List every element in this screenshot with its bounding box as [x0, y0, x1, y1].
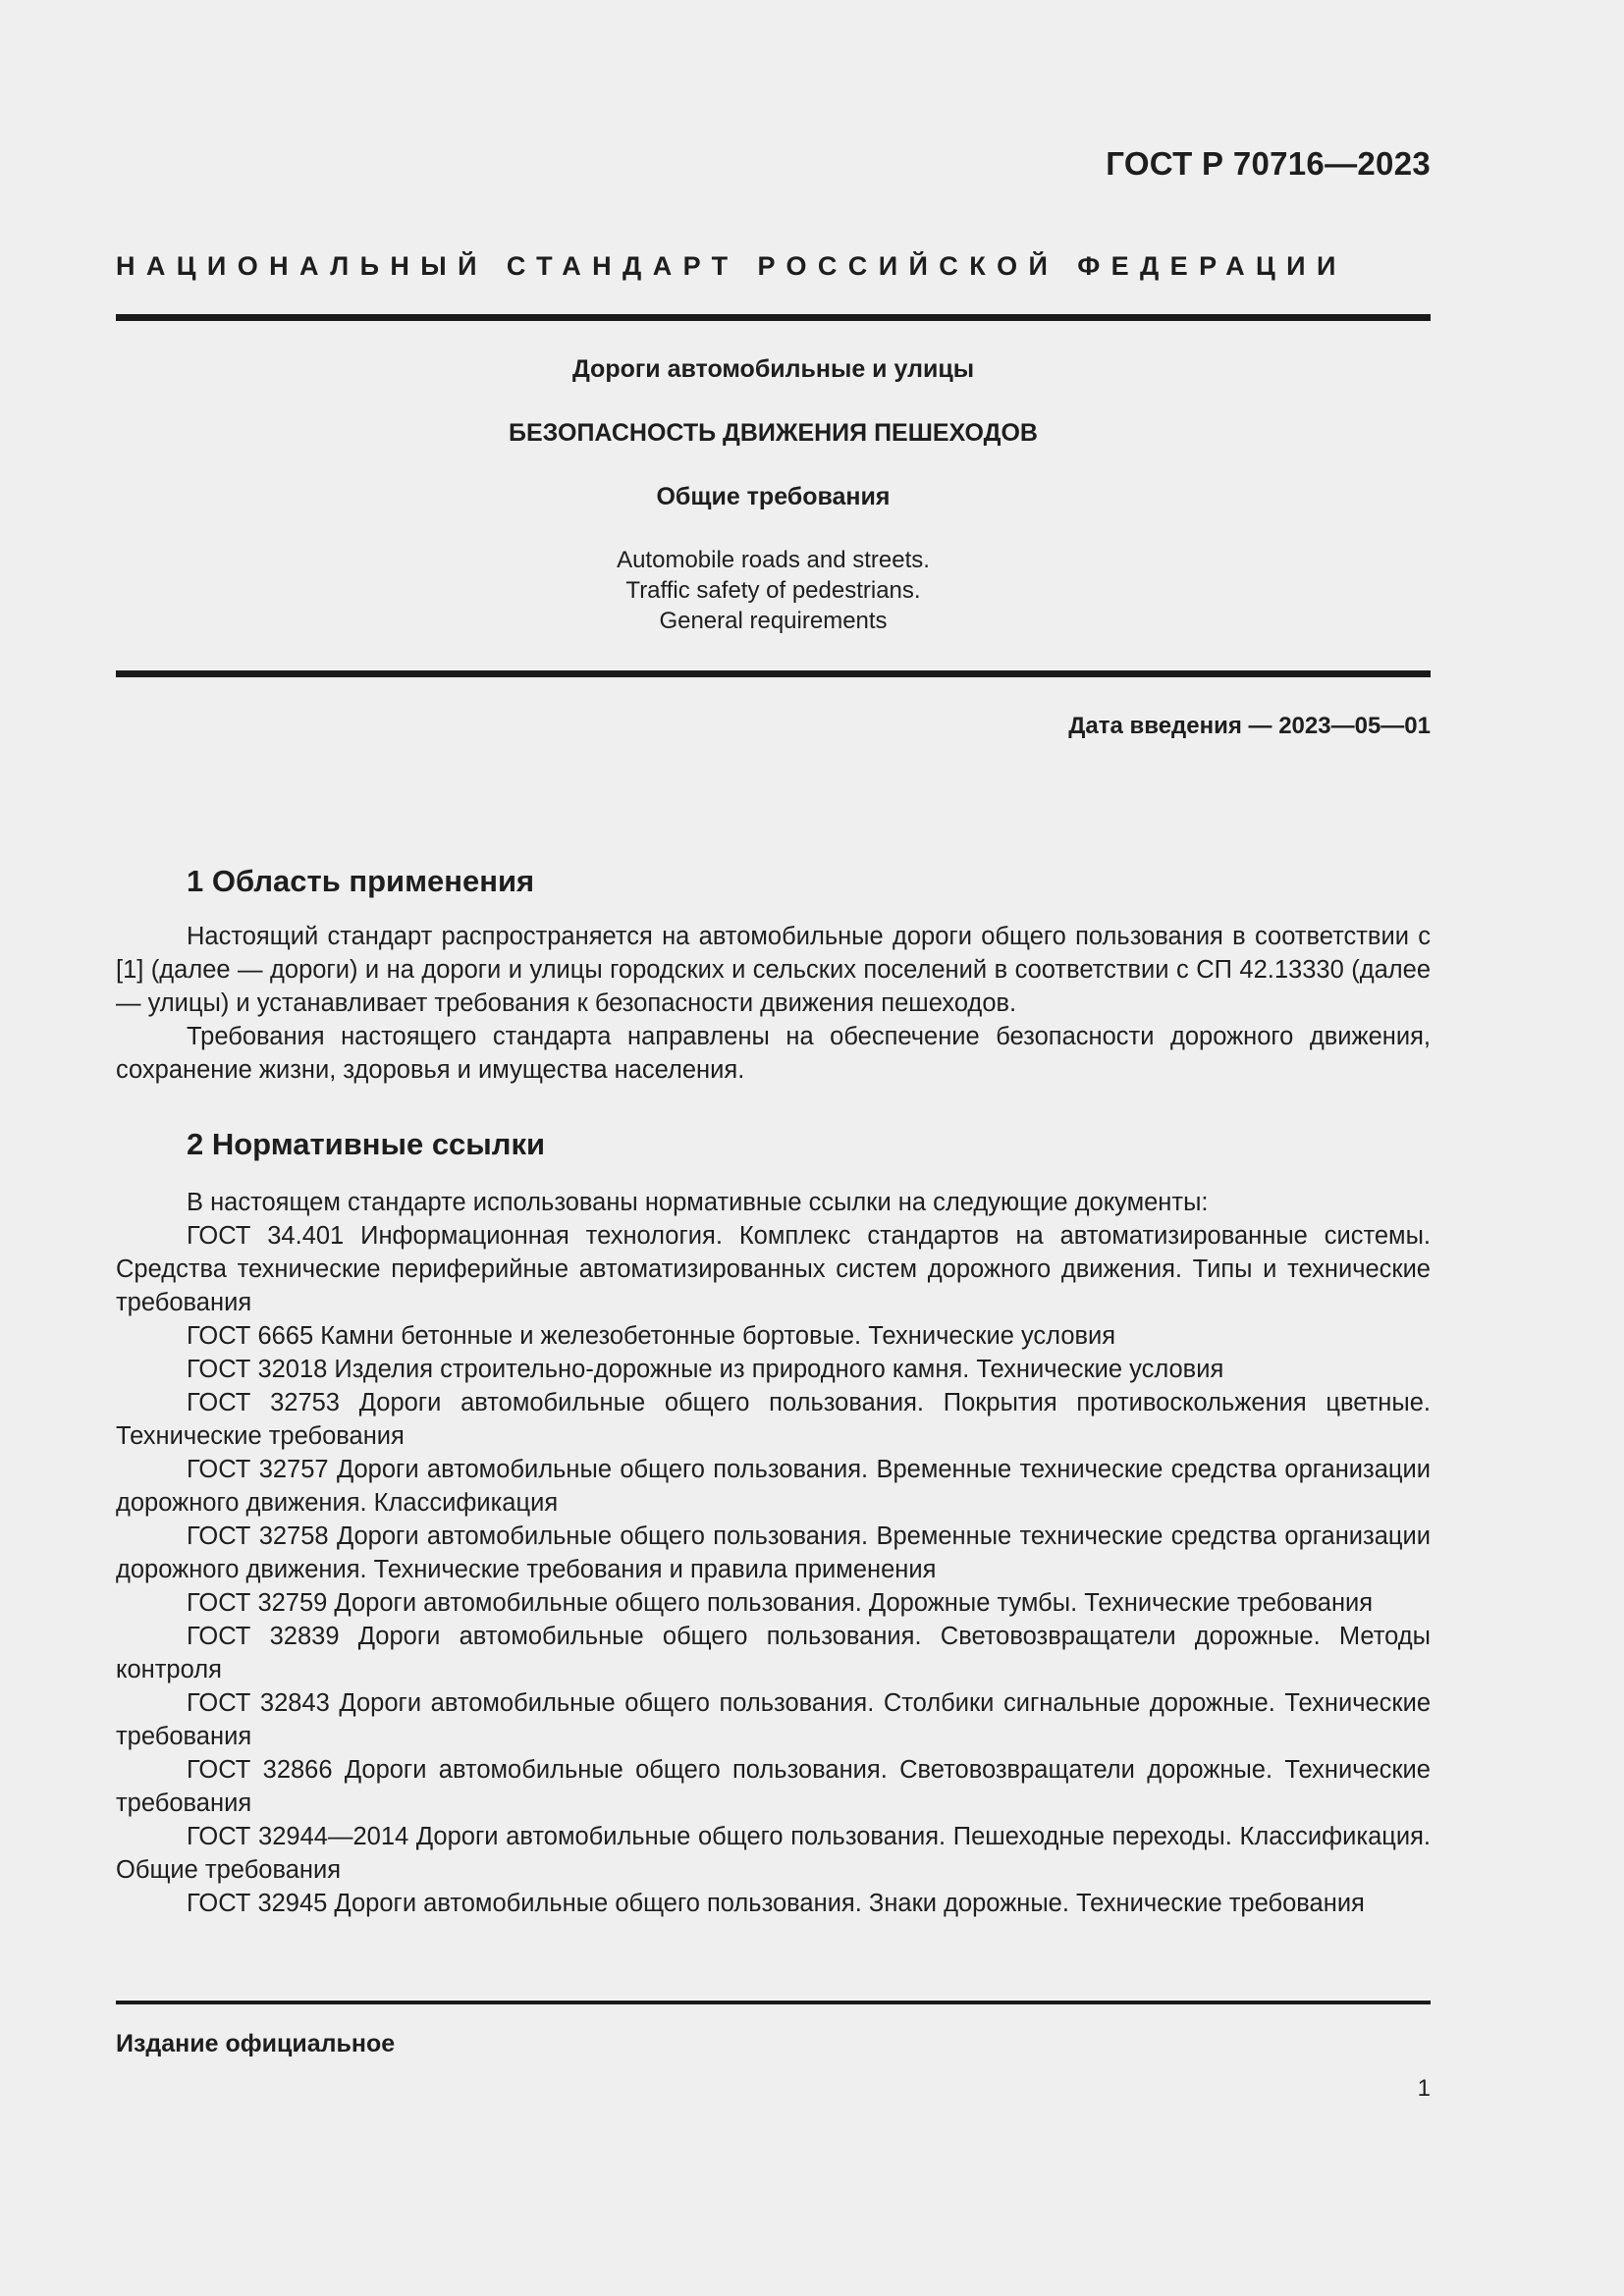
official-edition-label: Издание официальное	[116, 2030, 396, 2057]
reference-item: ГОСТ 32944—2014 Дороги автомобильные общего пользования. Пешеходные переходы. Классификация. Общие требования	[116, 1823, 1431, 1884]
reference-item: ГОСТ 32753 Дороги автомобильные общего пользования. Покрытия противоскольжения цветные. Технические требования	[116, 1389, 1431, 1450]
reference-item: ГОСТ 32945 Дороги автомобильные общего пользования. Знаки дорожные. Технические требования	[187, 1890, 1365, 1917]
reference-item: ГОСТ 32839 Дороги автомобильные общего пользования. Световозвращатели дорожные. Методы контроля	[116, 1623, 1431, 1683]
reference-item: ГОСТ 34.401 Информационная технология. Комплекс стандартов на автоматизированные системы. Средства технические периферийные автоматизированных систем дорожного движения. Типы и технические требования	[116, 1222, 1431, 1316]
english-title-line-1: Automobile roads and streets.	[617, 547, 930, 573]
section-1-heading: 1 Область применения	[187, 864, 535, 898]
standard-code: ГОСТ Р 70716—2023	[1106, 145, 1431, 182]
top-divider	[116, 314, 1431, 321]
document-page	[116, 0, 1431, 2296]
title-line-3: Общие требования	[656, 483, 891, 510]
english-title	[116, 545, 1431, 636]
english-title-line-2: Traffic safety of pedestrians.	[625, 577, 921, 604]
section-2-heading: 2 Нормативные ссылки	[187, 1127, 546, 1161]
reference-item: ГОСТ 32843 Дороги автомобильные общего пользования. Столбики сигнальные дорожные. Технические требования	[116, 1689, 1431, 1750]
paragraph: Требования настоящего стандарта направлены на обеспечение безопасности дорожного движения, сохранение жизни, здоровья и имущества населения.	[116, 1023, 1431, 1084]
introduction-date: Дата введения — 2023—05—01	[1068, 713, 1431, 739]
page-number: 1	[1417, 2075, 1431, 2102]
reference-item: ГОСТ 6665 Камни бетонные и железобетонные бортовые. Технические условия	[187, 1322, 1116, 1350]
reference-item: ГОСТ 32758 Дороги автомобильные общего пользования. Временные технические средства организации дорожного движения. Технические требования и правила применения	[116, 1522, 1431, 1583]
reference-item: ГОСТ 32866 Дороги автомобильные общего пользования. Световозвращатели дорожные. Технические требования	[116, 1756, 1431, 1817]
reference-item: ГОСТ 32759 Дороги автомобильные общего пользования. Дорожные тумбы. Технические требования	[187, 1589, 1374, 1617]
footer-divider	[116, 2001, 1431, 2004]
reference-item: ГОСТ 32018 Изделия строительно-дорожные из природного камня. Технические условия	[187, 1356, 1224, 1383]
title-line-1: Дороги автомобильные и улицы	[571, 355, 975, 383]
paragraph: В настоящем стандарте использованы нормативные ссылки на следующие документы:	[187, 1189, 1209, 1216]
title-bottom-divider	[116, 670, 1431, 677]
section-1-body	[116, 920, 1431, 1087]
reference-item: ГОСТ 32757 Дороги автомобильные общего пользования. Временные технические средства организации дорожного движения. Классификация	[116, 1456, 1431, 1517]
title-line-2: БЕЗОПАСНОСТЬ ДВИЖЕНИЯ ПЕШЕХОДОВ	[509, 419, 1038, 447]
section-2-body	[116, 1186, 1431, 1920]
paragraph: Настоящий стандарт распространяется на автомобильные дороги общего пользования в соответствии с [1] (далее — дороги) и на дороги и улицы городских и сельских поселений в соответствии с СП 42.13330 (далее — улицы) и устанавливает требования к безопасности движения пешеходов.	[116, 923, 1431, 1017]
national-standard-banner: НАЦИОНАЛЬНЫЙ СТАНДАРТ РОССИЙСКОЙ ФЕДЕРАЦИИ	[116, 251, 1347, 281]
english-title-line-3: General requirements	[659, 608, 888, 634]
